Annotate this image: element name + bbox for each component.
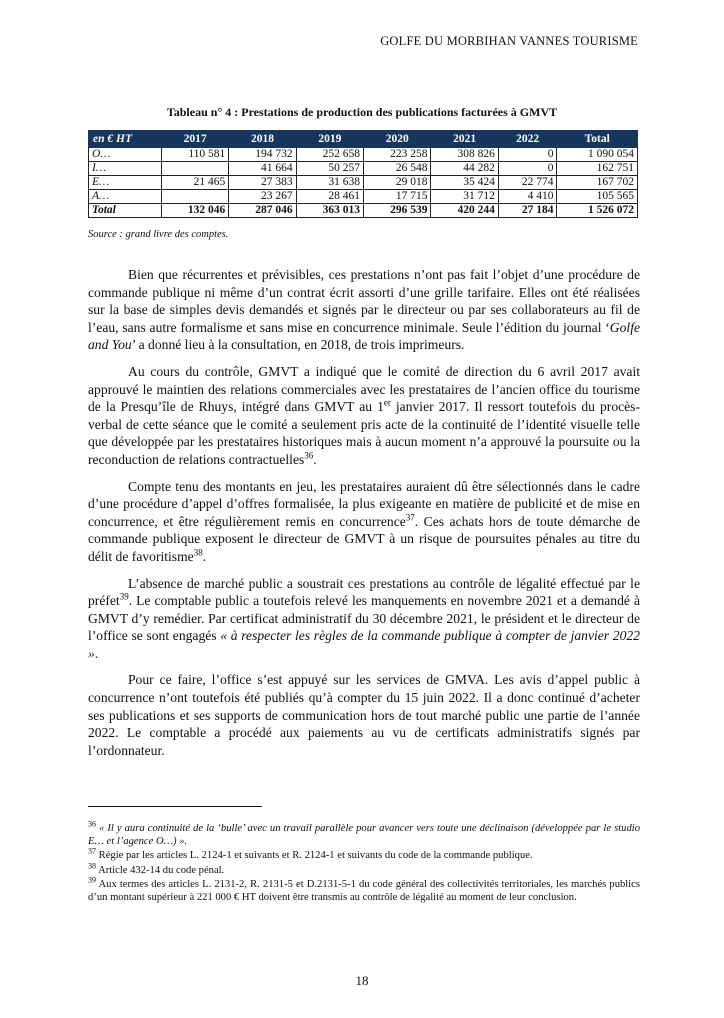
footnote-ref[interactable]: 37 [405, 512, 415, 523]
column-header: Total [557, 131, 638, 148]
table-cell: 132 046 [161, 204, 228, 218]
table-cell [161, 162, 228, 176]
text-run: Bien que récurrentes et prévisibles, ces prestations n’ont pas fait l’objet d’une procédure de commande publique ni même d’un contrat écrit assorti d’une grille tarifaire. Elles ont été réalisées sur la base de simples devis demandés et signés par le directeur ou par ses collaborateurs au fil de l’eau, sans autre formalisme et sans mise en concurrence minimale. Seule l’édition du journal ‘ [88, 267, 640, 335]
text-run: . [94, 645, 99, 661]
table-cell: 223 258 [364, 148, 431, 162]
text-run: ’ a donné lieu à la consultation, en 2018, de trois imprimeurs. [131, 337, 465, 353]
column-header: 2020 [364, 131, 431, 148]
text-run: Au cours du contrôle, GMVT a indiqué que le comité de direction du 6 avril 2017 avait approuvé le maintien des relations commerciales avec les prestataires de l’ancien office du tourisme de la Presqu’île de Rhuys, intégré dans GMVT au 1 [88, 363, 640, 415]
text-run: . [313, 451, 317, 467]
footnote-text: « Il y aura continuité de la ‘bulle’ avec un travail parallèle pour avancer vers toute une déclinaison (développée par le studio E… et l’agence O…) ». [88, 823, 640, 848]
text-run: L’absence de marché public a soustrait ces prestations au contrôle de légalité effectué par le préfet [88, 575, 640, 609]
column-header: en € HT [89, 131, 162, 148]
table-cell: 167 702 [557, 176, 638, 190]
table-cell [161, 190, 228, 204]
text-run: Compte tenu des montants en jeu, les prestataires auraient dû être sélectionnés dans le cadre d’une procédure d’appel d’offres formalisée, la plus exigeante en matière de publicité et de mise en concurrence, et être régulièrement remis en concurrence [88, 478, 640, 529]
footnote-ref[interactable]: 36 [304, 450, 314, 461]
column-header: 2022 [498, 131, 557, 148]
footnote [88, 819, 640, 848]
footnote-ref[interactable]: 38 [193, 547, 203, 558]
table-cell: 35 424 [431, 176, 498, 190]
table-cell: 0 [498, 162, 557, 176]
table-cell: 1 526 072 [557, 204, 638, 218]
paragraph [88, 575, 640, 663]
text-run: . Ces achats hors de toute démarche de commande publique exposent le directeur de GMVT à un risque de poursuites pénales au titre du délit de favoritisme [88, 513, 640, 564]
table-cell: 308 826 [431, 148, 498, 162]
table-cell: 28 461 [296, 190, 363, 204]
table-cell: 50 257 [296, 162, 363, 176]
table-cell: 1 090 054 [557, 148, 638, 162]
table-row [89, 176, 638, 190]
footnote-text: Article 432-14 du code pénal. [96, 864, 225, 876]
table-cell: A… [89, 190, 162, 204]
footnotes [88, 819, 640, 905]
table-cell: 21 465 [161, 176, 228, 190]
table-cell: 27 184 [498, 204, 557, 218]
column-header: 2018 [229, 131, 296, 148]
table-cell: 296 539 [364, 204, 431, 218]
table-row [89, 148, 638, 162]
table-cell: E… [89, 176, 162, 190]
footnote-number: 36 [88, 819, 96, 829]
table-row [89, 190, 638, 204]
table-cell: 110 581 [161, 148, 228, 162]
footnote-ref[interactable]: 39 [119, 591, 129, 602]
footnote-text: Régie par les articles L. 2124-1 et suivants et R. 2124-1 et suivants du code de la commande publique. [96, 850, 533, 862]
footnote-number: 38 [88, 861, 96, 871]
table-cell: 26 548 [364, 162, 431, 176]
table-cell: 287 046 [229, 204, 296, 218]
table-cell: 363 013 [296, 204, 363, 218]
footnote [88, 861, 640, 877]
table-cell: 420 244 [431, 204, 498, 218]
table-header-row [89, 131, 638, 148]
table-cell: 252 658 [296, 148, 363, 162]
table-total-row [89, 204, 638, 218]
quote: « à respecter les règles de la commande publique à compter de janvier 2022 » [88, 628, 640, 661]
table-cell: 31 638 [296, 176, 363, 190]
table-cell: 0 [498, 148, 557, 162]
column-header: 2019 [296, 131, 363, 148]
table-cell: 194 732 [229, 148, 296, 162]
table-cell: 23 267 [229, 190, 296, 204]
table-row [89, 162, 638, 176]
superscript: er [383, 397, 391, 408]
footnote-divider [88, 806, 262, 807]
paragraph: Pour ce faire, l’office s’est appuyé sur les services de GMVA. Les avis d’appel public à concurrence n’ont toutefois été publiés qu’à compter du 15 juin 2022. Il a donc continué d’acheter ses publications et ses supports de communication hors de tout marché public une partie de l’année 2022. Le comptable a procédé aux paiements au vu de certificats administratifs signés par l’ordonnateur. [88, 672, 640, 758]
table-cell: 105 565 [557, 190, 638, 204]
table-cell: 29 018 [364, 176, 431, 190]
table-title: Tableau n° 4 : Prestations de production des publications facturées à GMVT [166, 105, 558, 119]
paragraph [88, 363, 640, 469]
table-cell: 17 715 [364, 190, 431, 204]
footnote [88, 846, 640, 862]
paragraph [88, 266, 640, 354]
journal-title: Golfe and You [88, 319, 640, 353]
table-cell: 162 751 [557, 162, 638, 176]
table-cell: 41 664 [229, 162, 296, 176]
text-run: . [202, 548, 207, 564]
production-table [88, 130, 638, 218]
running-header: GOLFE DU MORBIHAN VANNES TOURISME [380, 34, 638, 48]
table-cell: 4 410 [498, 190, 557, 204]
column-header: 2021 [431, 131, 498, 148]
paragraph [88, 478, 640, 566]
table-cell: I… [89, 162, 162, 176]
table-source: Source : grand livre des comptes. [88, 229, 229, 240]
text-run: janvier 2017. Il ressort toutefois du procès-verbal de cette séance que le comité a seulement pris acte de la continuité de l’identité visuelle telle que développée par les prestataires historiques mais à aucun moment n’a approuvé la poursuite ou la reconduction de relations contractuelles [88, 399, 640, 467]
footnote-number: 37 [88, 846, 96, 856]
footnote [88, 875, 640, 904]
table-cell: 27 383 [229, 176, 296, 190]
body-text [88, 266, 640, 768]
table-cell: Total [89, 204, 162, 218]
page-number: 18 [355, 973, 369, 988]
footnote-text: Aux termes des articles L. 2131-2, R. 2131-5 et D.2131-5-1 du code général des collectivités territoriales, les marchés publics d’un montant supérieur à 221 000 € HT doivent être transmis au contrôle de légalité au moment de leur conclusion. [88, 878, 640, 904]
table-cell: 22 774 [498, 176, 557, 190]
text-run: . Le comptable public a toutefois relevé les manquements en novembre 2021 et a demandé à GMVT d’y remédier. Par certificat administratif du 30 décembre 2021, le président et le directeur de l’office se sont engagés [88, 593, 640, 644]
table-cell: 44 282 [431, 162, 498, 176]
column-header: 2017 [161, 131, 228, 148]
table-cell: O… [89, 148, 162, 162]
footnote-number: 39 [88, 875, 96, 885]
table-cell: 31 712 [431, 190, 498, 204]
